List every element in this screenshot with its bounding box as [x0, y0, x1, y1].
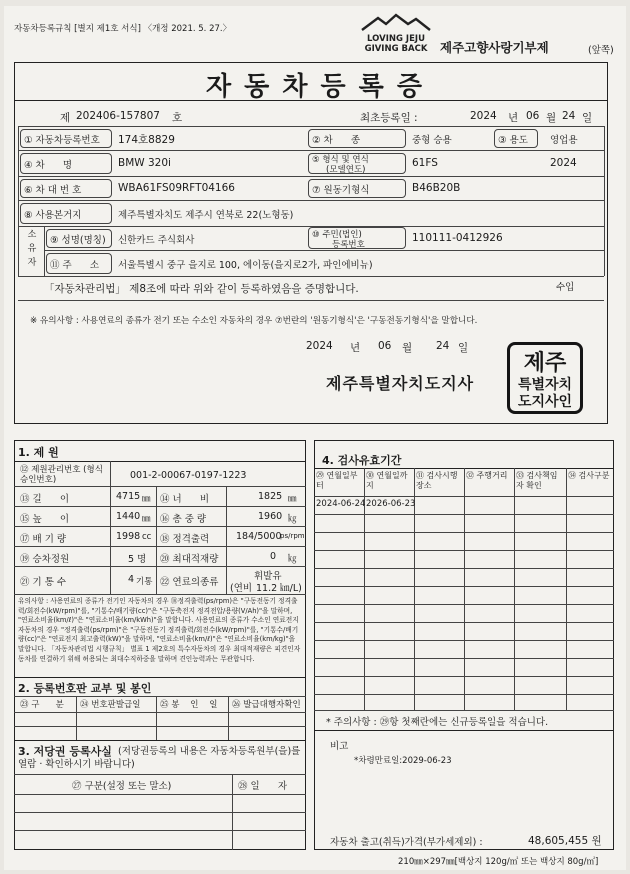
engine-value: B46B20B — [412, 182, 461, 194]
owner-name: 신한카드 주식회사 — [118, 235, 195, 246]
power-unit: ps/rpm — [280, 532, 305, 540]
plates-col-type: ㉓ 구 분 — [20, 700, 64, 710]
width-label: ⑭ 너 비 — [160, 494, 209, 505]
grid-row-line — [314, 694, 614, 695]
issue-year-unit: 년 — [350, 342, 361, 354]
vin-value: WBA61FS09RFT04166 — [118, 182, 235, 194]
law-reference: 자동차등록규칙 [별지 제1호 서식] 〈개정 2021. 5. 27.〉 — [14, 24, 232, 34]
inspection-note: * 주의사항 : ㉙항 첫째란에는 신규등록일을 적습니다. — [326, 717, 549, 728]
vin-label: ⑥ 차 대 번 호 — [24, 185, 82, 196]
seats-label: ⑲ 승차정원 — [20, 554, 70, 565]
location-label: ⑧ 사용본거지 — [24, 210, 82, 221]
svg-text:제주: 제주 — [523, 351, 567, 376]
certificate-title: 자 동 차 등 록 증 — [206, 72, 424, 102]
plates-title: 2. 등록번호판 교부 및 봉인 — [18, 682, 152, 695]
owner-name-label: ⑨ 성명(명칭) — [50, 235, 106, 246]
issue-month: 06 — [378, 340, 392, 352]
insp-col-mileage: ㉜ 주행거리 — [466, 471, 508, 480]
weight-unit: ㎏ — [288, 514, 297, 524]
reg-no-value: 174호8829 — [118, 134, 175, 146]
grid-row-line — [314, 658, 614, 659]
svg-text:도지사인: 도지사인 — [517, 394, 573, 410]
logo-text-1: LOVING JEJU — [367, 34, 425, 44]
length-label: ⑬ 길 이 — [20, 494, 69, 505]
liens-col-type: ㉗ 구분(설정 또는 말소) — [72, 781, 172, 792]
cylinders-label: ㉑ 기 통 수 — [20, 577, 67, 588]
maxload-value: 0 — [270, 551, 277, 562]
price-label: 자동차 출고(취득)가격(부가세제외) : — [330, 837, 483, 848]
height-value: 1440 — [116, 511, 141, 522]
price-value: 48,605,455 원 — [528, 835, 602, 847]
grid-row-line — [314, 676, 614, 677]
remarks-value: *차령만료일:2029-06-23 — [354, 756, 452, 766]
cert-no-suffix: 호 — [172, 112, 183, 124]
maxload-label: ⑳ 최대적재량 — [160, 554, 219, 565]
vehicle-name: BMW 320i — [118, 157, 171, 169]
engine-label: ⑦ 원동기형식 — [312, 185, 370, 196]
liens-title: 3. 저당권 등록사실 — [18, 745, 112, 758]
length-unit: ㎜ — [142, 494, 151, 504]
plates-col-seal-date: ㉕ 봉 인 일 — [160, 700, 218, 710]
length-value: 4715 — [116, 491, 141, 502]
insp-col-to: ㉚ 연월일까지 — [366, 471, 408, 490]
grid-row-line — [314, 514, 614, 515]
power-value: 184/5000 — [236, 531, 282, 542]
donation-title: 제주고향사랑기부제 — [440, 40, 549, 55]
paper-spec: 210㎜×297㎜[백상지 120g/㎡ 또는 백상지 80g/㎡] — [398, 857, 599, 867]
insp-col-inspector: ㉝ 검사책임자 확인 — [516, 471, 558, 490]
name-label: ④ 차 명 — [24, 160, 73, 171]
height-unit: ㎜ — [142, 514, 151, 524]
height-label: ⑮ 높 이 — [20, 514, 69, 525]
model-label: ⑤ 형식 및 연식 — [312, 155, 369, 165]
insp-from-date: 2024-06-24 — [316, 499, 366, 509]
power-label: ⑱ 정격출력 — [160, 534, 210, 545]
maxload-unit: ㎏ — [288, 554, 297, 564]
issue-year: 2024 — [306, 340, 333, 352]
svg-text:특별자치: 특별자치 — [517, 377, 573, 393]
jeju-donation-logo — [356, 12, 436, 56]
grid-row-line — [314, 532, 614, 533]
official-seal-stamp — [507, 342, 583, 414]
logo-text-2: GIVING BACK — [364, 44, 428, 54]
owner-id-label: ⑩ 주민(법인) — [312, 230, 362, 240]
issue-day: 24 — [436, 340, 450, 352]
type-label: ② 차 종 — [312, 135, 361, 146]
owner-address: 서울특별시 중구 을지로 100, 에이동(을지로2가, 파인에비뉴) — [118, 260, 373, 271]
width-unit: ㎜ — [288, 494, 297, 504]
first-reg-label: 최초등록일 : — [360, 112, 418, 124]
displacement-label: ⑰ 배 기 량 — [20, 534, 67, 545]
issue-day-unit: 일 — [458, 342, 469, 354]
owner-id: 110111-0412926 — [412, 232, 503, 244]
insp-col-from: ㉙ 연월일부터 — [316, 471, 358, 490]
grid-row-line — [314, 550, 614, 551]
location-value: 제주특별자치도 제주시 연북로 22(노형동) — [118, 210, 294, 221]
displacement-unit: cc — [142, 532, 152, 542]
cylinders-unit: 기통 — [136, 577, 153, 587]
year-unit: 년 — [508, 112, 519, 124]
first-reg-year: 2024 — [470, 110, 497, 122]
model-code: 61FS — [412, 157, 438, 169]
insp-to-date: 2026-06-23 — [366, 499, 416, 509]
owner-id-label-sub: 등록번호 — [332, 240, 365, 250]
owner-group-label: 소유자 — [27, 230, 37, 268]
certify-statement: 「자동차관리법」 제8조에 따라 위와 같이 등록하였음을 증명합니다. — [44, 283, 359, 295]
day-unit: 일 — [582, 112, 593, 124]
liens-note: (저당권등록의 내용은 자동차등록원부(을)를 열람 · 확인하시기 바랍니다) — [18, 746, 301, 770]
grid-row-line — [314, 604, 614, 605]
width-value: 1825 — [258, 491, 283, 502]
plates-col-agent: ㉖ 발급대행자확인 — [232, 700, 301, 710]
liens-col-date: ㉘ 일 자 — [238, 781, 287, 792]
reg-no-label: ① 자동차등록번호 — [24, 135, 100, 146]
displacement-value: 1998 — [116, 531, 141, 542]
plates-col-issue-date: ㉔ 번호판발급일 — [80, 700, 141, 710]
cert-no-label: 제 — [60, 112, 71, 124]
fuel-value: 휘발유 — [254, 571, 282, 582]
cylinders-value: 4 — [128, 574, 135, 585]
specs-title: 1. 제 원 — [18, 446, 59, 459]
cert-number: 202406-157807 — [76, 110, 160, 122]
inspection-row — [314, 496, 614, 514]
remarks-label: 비고 — [330, 741, 349, 752]
efficiency-label: (연비 — [230, 583, 253, 594]
inspection-title: 4. 검사유효기간 — [322, 454, 402, 467]
grid-row-line — [314, 640, 614, 641]
seats-value: 5 명 — [128, 554, 147, 565]
caution-note: ※ 유의사항 : 사용연료의 종류가 전기 또는 수소인 자동차의 경우 ⑦번란의 '원동기형식'은 '구동전동기형식'을 말합니다. — [30, 316, 478, 326]
issuer-title: 제주특별자치도지사 — [326, 374, 475, 393]
spec-no-label: ⑫ 제원관리번호 (형식승인번호) — [20, 465, 103, 485]
import-note: 수입 — [556, 282, 575, 293]
insp-col-kind: ㉞ 검사구분 — [568, 471, 610, 480]
grid-row-line — [314, 622, 614, 623]
type-value: 중형 승용 — [412, 135, 452, 146]
fuel-label: ㉒ 연료의종류 — [160, 577, 219, 588]
model-label-sub: (모델연도) — [326, 165, 366, 175]
specs-note: 유의사항 : 사용연료의 종류가 전기인 자동차의 경우 ⑱정격출력(ps/rpm)은 "구동전동기 정격출력/회전수(kW/rpm)"를, "기통수/배기량(cc)"은 "구동축전지 정격전압/용량(V/Ah)"을 말하며, "연료소비율(km/ℓ)"은 "연료소비율(km/kWh)"을 말합니다. 사용연료의 종류가 수소인 연료전지자동차의 경우 "정격출력(ps/rpm)"은 "구동전동기 정격출력/회전수(kW/rpm)"를, "기통수/배기량(cc)"은 "연료전지 최고출력(kW)"을 말하며, "연료소비율(km/ℓ)"은 "연료소비율(km/kg)"을 말합니다. 「자동차관리법 시행규칙」 별표 1 제2호의 특수자동차의 경우 최대적재량은 피견인자동차를 연결하기 위해 허용되는 최대수직하중을 말하며 견인능력과는 무관합니다. — [18, 597, 301, 663]
use-label: ③ 용도 — [498, 135, 528, 146]
first-reg-month: 06 — [526, 110, 540, 122]
month-unit: 월 — [546, 112, 557, 124]
efficiency-value: 11.2 ㎞/L) — [256, 583, 302, 594]
grid-row-line — [314, 568, 614, 569]
insp-col-place: ㉛ 검사시행장소 — [416, 471, 458, 490]
weight-label: ⑯ 총 중 량 — [160, 514, 207, 525]
weight-value: 1960 — [258, 511, 283, 522]
first-reg-day: 24 — [562, 110, 576, 122]
front-side-label: (앞쪽) — [588, 45, 614, 56]
inspection-table — [314, 496, 614, 710]
use-value: 영업용 — [550, 135, 578, 146]
owner-addr-label: ⑪ 주 소 — [50, 260, 99, 271]
issue-month-unit: 월 — [402, 342, 413, 354]
spec-no-value: 001-2-00067-0197-1223 — [130, 470, 247, 481]
model-year: 2024 — [550, 157, 577, 169]
grid-row-line — [314, 586, 614, 587]
